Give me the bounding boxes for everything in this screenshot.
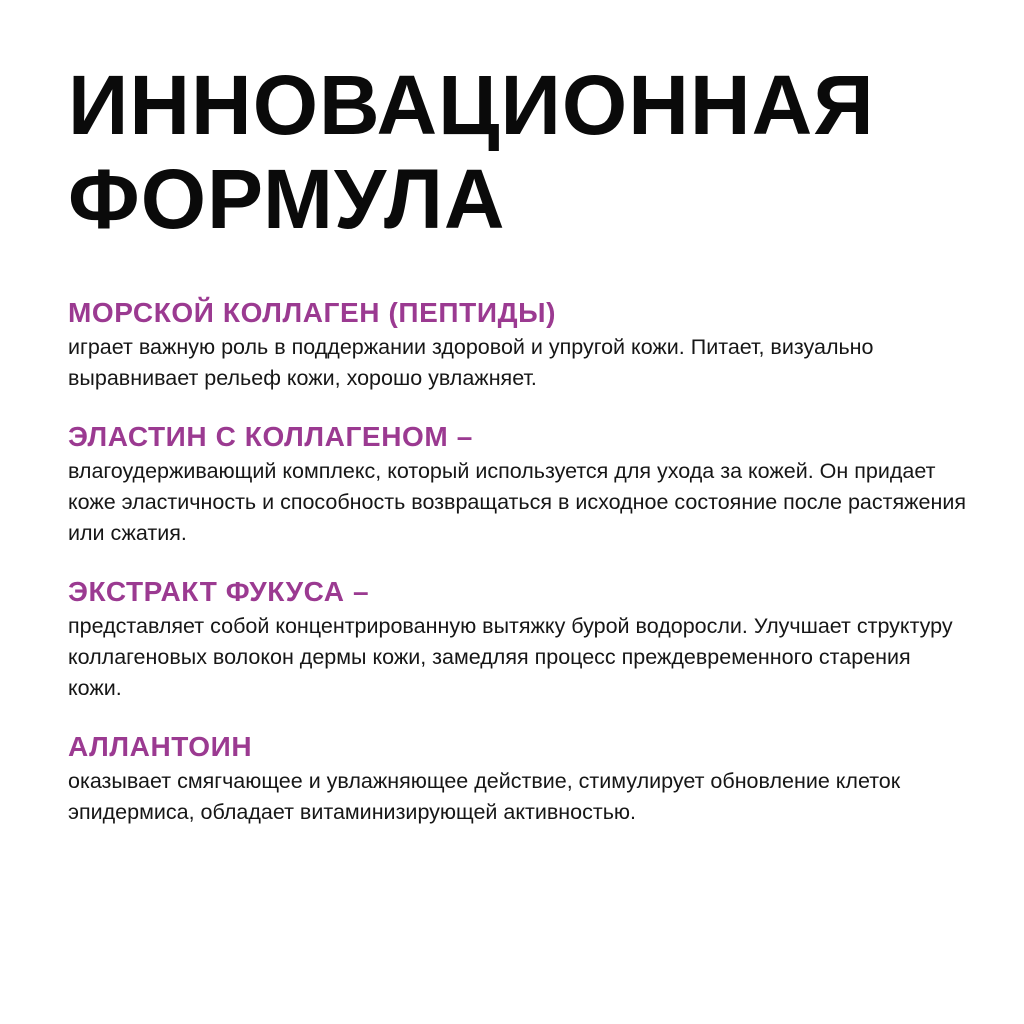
ingredient-heading: МОРСКОЙ КОЛЛАГЕН (ПЕПТИДЫ) — [68, 297, 557, 328]
page-title-line-2: ФОРМУЛА — [68, 152, 506, 246]
ingredient-description: играет важную роль в поддержании здоровой и упругой кожи. Питает, визуально выравнивает рельеф кожи, хорошо увлажняет. — [68, 335, 874, 390]
ingredient-marine-collagen — [68, 296, 968, 394]
ingredient-fucus-extract — [68, 575, 968, 704]
ingredient-description: представляет собой концентрированную вытяжку бурой водоросли. Улучшает структуру коллагеновых волокон дермы кожи, замедляя процесс преждевременного старения кожи. — [68, 614, 953, 700]
document-page — [68, 58, 968, 854]
page-title — [68, 58, 968, 246]
page-title-line-1: ИННОВАЦИОННАЯ — [68, 58, 875, 152]
ingredient-elastin-collagen — [68, 420, 968, 549]
ingredient-heading: ЭЛАСТИН С КОЛЛАГЕНОМ – — [68, 421, 473, 452]
ingredient-list — [68, 296, 968, 828]
ingredient-heading: АЛЛАНТОИН — [68, 731, 253, 762]
ingredient-description: влагоудерживающий комплекс, который используется для ухода за кожей. Он придает коже эластичность и способность возвращаться в исходное состояние после растяжения или сжатия. — [68, 459, 966, 545]
ingredient-description: оказывает смягчающее и увлажняющее действие, стимулирует обновление клеток эпидермиса, обладает витаминизирующей активностью. — [68, 769, 901, 824]
ingredient-heading: ЭКСТРАКТ ФУКУСА – — [68, 576, 370, 607]
ingredient-allantoin — [68, 730, 968, 828]
